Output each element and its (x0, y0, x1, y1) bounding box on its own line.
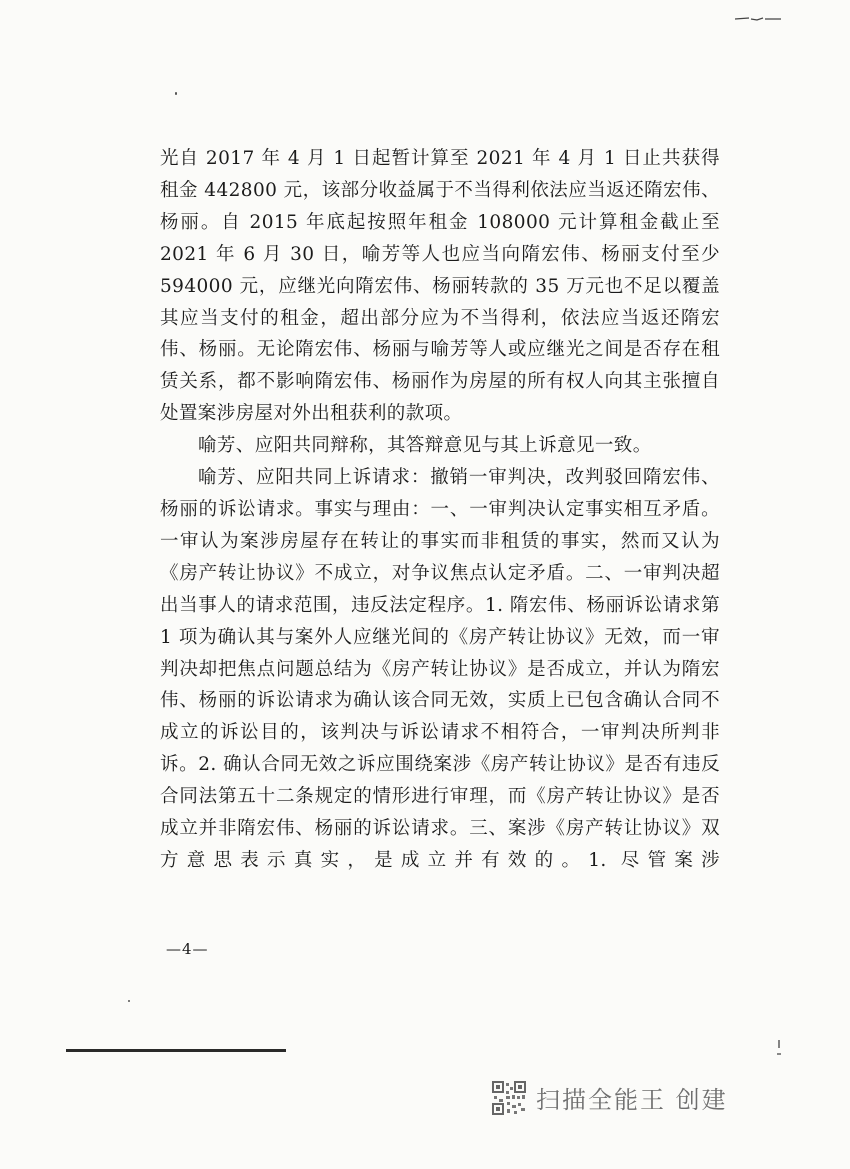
paragraph-joint-defense: 喻芳、应阳共同辩称，其答辩意见与其上诉意见一致。 (198, 435, 652, 457)
scan-artifact-right-edge (776, 1040, 782, 1060)
page-number: —4— (166, 940, 209, 958)
paragraph-appeal-request: 喻芳、应阳共同上诉请求：撤销一审判决，改判驳回隋宏伟、杨丽的诉讼请求。事实与理由：一、一审判决认定事实相互矛盾。一审认为案涉房屋存在转让的事实而非租赁的事实，然而又认为《房产转让协议》不成立，对争议焦点认定矛盾。二、一审判决超出当事人的请求范围，违反法定程序。1. 隋宏伟、杨丽诉讼请求第 1 项为确认其与案外人应继光间的《房产转让协议》无效，而一审判决却把焦点问题总结为《房产转让协议》是否成立，并认为隋宏伟、杨丽的诉讼请求为确认该合同无效，实质上已包含确认合同不成立的诉讼目的，该判决与诉讼请求不相符合，一审判决所判非诉。2. 确认合同无效之诉应围绕案涉《房产转让协议》是否有违反合同法第五十二条规定的情形进行审理，而《房产转让协议》是否成立并非隋宏伟、杨丽的诉讼请求。三、案涉《房产转让协议》双方意思表示真实，是成立并有效的。1. 尽管案涉 (160, 467, 720, 871)
scanner-watermark (492, 1080, 728, 1115)
document-body (160, 143, 720, 877)
footer-rule (66, 1049, 286, 1052)
watermark-label: 扫描全能王 创建 (536, 1086, 728, 1114)
scan-speck (175, 92, 177, 95)
scan-speck (128, 1000, 130, 1002)
scan-artifact-top-right (735, 14, 783, 24)
paragraph-rent-argument: 光自 2017 年 4 月 1 日起暂计算至 2021 年 4 月 1 日止共获得租金 442800 元，该部分收益属于不当得利依法应当返还隋宏伟、杨丽。自 2015 年底起按照年租金 108000 元计算租金截止至 2021 年 6 月 30 日，喻芳等人也应当向隋宏伟、杨丽支付至少 594000 元，应继光向隋宏伟、杨丽转款的 35 万元也不足以覆盖其应当支付的租金，超出部分应为不当得利，依法应当返还隋宏伟、杨丽。无论隋宏伟、杨丽与喻芳等人或应继光之间是否存在租赁关系，都不影响隋宏伟、杨丽作为房屋的所有权人向其主张擅自处置案涉房屋对外出租获利的款项。 (160, 148, 720, 425)
qr-code-icon (492, 1081, 526, 1115)
